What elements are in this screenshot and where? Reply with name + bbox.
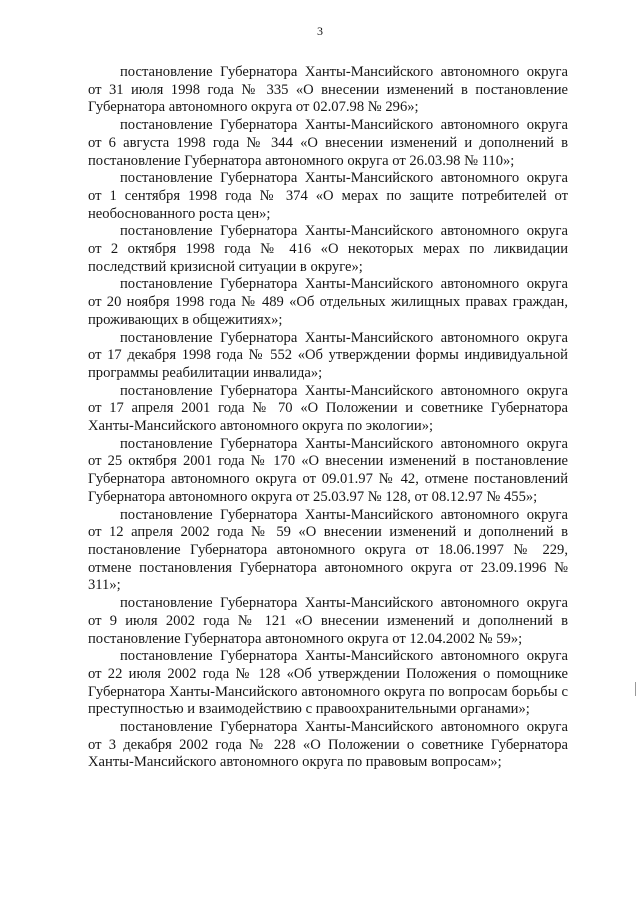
list-item: постановление Губернатора Ханты-Мансийского автономного округа от 17 апреля 2001 года № 70 «О Положении и советнике Губернатора Ханты-Мансийского автономного округа по экологии»; (88, 382, 568, 435)
list-item: постановление Губернатора Ханты-Мансийского автономного округа от 3 декабря 2002 года № 228 «О Положении о советнике Губернатора Ханты-Мансийского автономного округа по правовым вопросам»; (88, 719, 568, 771)
list-item: постановление Губернатора Ханты-Мансийского автономного округа от 2 октября 1998 года № 416 «О некоторых мерах по ликвидации последствий кризисной ситуации в округе»; (88, 223, 568, 275)
list-item: постановление Губернатора Ханты-Мансийского автономного округа от 9 июля 2002 года № 121 «О внесении изменений и дополнений в постановление Губернатора автономного округа от 12.04.2002 № 59»; (88, 595, 568, 647)
list-item: постановление Губернатора Ханты-Мансийского автономного округа от 6 августа 1998 года № 344 «О внесении изменений и дополнений в постановление Губернатора автономного округа от 26.03.98 № 110»; (88, 117, 568, 169)
page-number: 3 (317, 24, 323, 38)
list-item: постановление Губернатора Ханты-Мансийского автономного округа от 31 июля 1998 года № 335 «О внесении изменений в постановление Губернатора автономного округа от 02.07.98 № 296»; (88, 64, 568, 116)
document-body (88, 64, 568, 772)
list-item: постановление Губернатора Ханты-Мансийского автономного округа от 1 сентября 1998 года № 374 «О мерах по защите потребителей от необоснованного роста цен»; (88, 170, 568, 222)
scan-edge-mark (635, 682, 636, 696)
list-item: постановление Губернатора Ханты-Мансийского автономного округа от 22 июля 2002 года № 128 «Об утверждении Положения о помощнике Губернатора Ханты-Мансийского автономного округа по вопросам борьбы с преступностью и взаимодействию с правоохранительными органами»; (88, 648, 568, 718)
list-item: постановление Губернатора Ханты-Мансийского автономного округа от 25 октября 2001 года № 170 «О внесении изменений в постановление Губернатора автономного округа от 09.01.97 № 42, отмене постановлений Губернатора автономного округа от 25.03.97 № 128, от 08.12.97 № 455»; (88, 435, 568, 505)
list-item: постановление Губернатора Ханты-Мансийского автономного округа от 20 ноября 1998 года № 489 «Об отдельных жилищных правах граждан, проживающих в общежитиях»; (88, 276, 568, 328)
list-item: постановление Губернатора Ханты-Мансийского автономного округа от 12 апреля 2002 года № 59 «О внесении изменений и дополнений в постановление Губернатора автономного округа от 18.06.1997 № 229, отмене постановления Губернатора автономного округа от 23.09.1996 № 311»; (88, 506, 568, 594)
list-item: постановление Губернатора Ханты-Мансийского автономного округа от 17 декабря 1998 года № 552 «Об утверждении формы индивидуальной программы реабилитации инвалида»; (88, 329, 568, 381)
